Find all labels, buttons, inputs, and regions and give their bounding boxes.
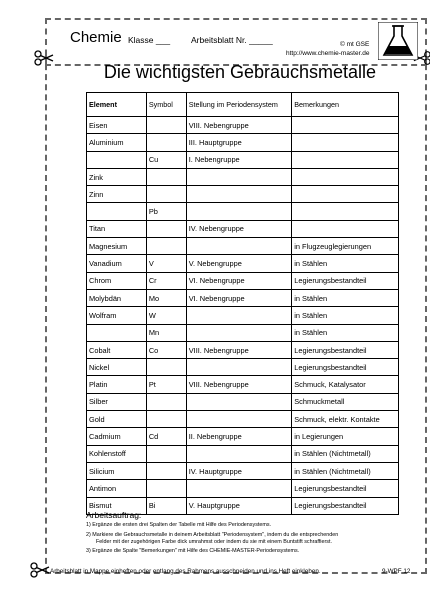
cell-element: Gold — [87, 411, 147, 428]
cell-position — [186, 445, 292, 462]
cell-remarks: in Stählen (Nichtmetall) — [292, 462, 399, 479]
cell-remarks: in Stählen (Nichtmetall) — [292, 445, 399, 462]
tasks-heading: Arbeitsauftrag: — [86, 510, 142, 520]
cell-remarks — [292, 186, 399, 203]
brand-title: Chemie — [70, 29, 122, 46]
cell-position: VIII. Nebengruppe — [186, 341, 292, 358]
cell-symbol — [146, 462, 186, 479]
footer-code: 9-WPF 12 — [382, 568, 411, 575]
table-row — [87, 289, 399, 306]
cell-element: Chrom — [87, 272, 147, 289]
table-row — [87, 255, 399, 272]
cell-position: VIII. Nebengruppe — [186, 376, 292, 393]
cell-element: Bismut — [87, 497, 147, 514]
cell-symbol — [146, 480, 186, 497]
table-row — [87, 151, 399, 168]
cell-element: Platin — [87, 376, 147, 393]
cell-position: III. Hauptgruppe — [186, 134, 292, 151]
footer-instruction: Arbeitsblatt in Mappe einheften oder entlang des Rahmens ausschneiden und ins Heft einkleben. — [50, 568, 321, 575]
cell-position — [186, 393, 292, 410]
table-row — [87, 168, 399, 185]
cell-remarks — [292, 151, 399, 168]
cell-remarks — [292, 117, 399, 134]
cell-position: IV. Nebengruppe — [186, 220, 292, 237]
cell-symbol: Bi — [146, 497, 186, 514]
cell-remarks: Legierungsbestandteil — [292, 480, 399, 497]
cell-symbol — [146, 393, 186, 410]
table-row — [87, 480, 399, 497]
class-label: Klasse ___ — [128, 35, 171, 45]
cell-remarks: Schmuckmetall — [292, 393, 399, 410]
task-item: 3) Ergänze die Spalte "Bemerkungen" mit Hilfe des CHEMIE-MASTER-Periodensystems. — [86, 548, 300, 554]
cell-symbol: W — [146, 307, 186, 324]
cell-position: VI. Nebengruppe — [186, 289, 292, 306]
cell-element: Magnesium — [87, 238, 147, 255]
cell-element: Kohlenstoff — [87, 445, 147, 462]
cell-remarks: Schmuck, Katalysator — [292, 376, 399, 393]
cell-position — [186, 480, 292, 497]
cell-element: Nickel — [87, 359, 147, 376]
scissors-icon — [34, 50, 54, 66]
scissors-icon — [30, 562, 50, 578]
table-row — [87, 324, 399, 341]
cell-position: V. Nebengruppe — [186, 255, 292, 272]
cell-remarks — [292, 134, 399, 151]
cell-element: Wolfram — [87, 307, 147, 324]
page-title: Die wichtigsten Gebrauchsmetalle — [103, 62, 377, 82]
cell-remarks — [292, 168, 399, 185]
table-row — [87, 186, 399, 203]
table-row — [87, 220, 399, 237]
cell-position: V. Hauptgruppe — [186, 497, 292, 514]
cell-position — [186, 324, 292, 341]
cell-remarks: Schmuck, elektr. Kontakte — [292, 411, 399, 428]
cell-symbol — [146, 359, 186, 376]
url-label: http://www.chemie-master.de — [286, 50, 370, 57]
cell-remarks: Legierungsbestandteil — [292, 341, 399, 358]
cell-remarks: in Stählen — [292, 289, 399, 306]
table-row — [87, 462, 399, 479]
cell-remarks: Legierungsbestandteil — [292, 359, 399, 376]
table-row — [87, 238, 399, 255]
cell-symbol: Co — [146, 341, 186, 358]
cell-position — [186, 307, 292, 324]
cell-remarks: in Stählen — [292, 255, 399, 272]
cell-symbol — [146, 134, 186, 151]
table-row — [87, 272, 399, 289]
task-item: 1) Ergänze die ersten drei Spalten der Tabelle mit Hilfe des Periodensystems. — [86, 522, 272, 528]
cell-symbol — [146, 238, 186, 255]
cell-symbol — [146, 168, 186, 185]
cell-remarks: Legierungsbestandteil — [292, 497, 399, 514]
cell-remarks: in Legierungen — [292, 428, 399, 445]
table-row — [87, 428, 399, 445]
cell-position — [186, 238, 292, 255]
cell-symbol: Mo — [146, 289, 186, 306]
cell-element: Titan — [87, 220, 147, 237]
table-row — [87, 117, 399, 134]
cell-element: Eisen — [87, 117, 147, 134]
task-item: 2) Markiere die Gebrauchsmetalle in deinem Arbeitsblatt "Periodensystem", indem du die entsprechenden — [86, 532, 339, 538]
cell-symbol: Cr — [146, 272, 186, 289]
table-row — [87, 134, 399, 151]
cell-element: Cadmium — [87, 428, 147, 445]
cell-remarks: in Stählen — [292, 324, 399, 341]
cell-position — [186, 411, 292, 428]
table-body — [87, 117, 399, 515]
cell-remarks — [292, 220, 399, 237]
column-header-element: Element — [87, 93, 147, 117]
table-row — [87, 359, 399, 376]
cell-position: I. Nebengruppe — [186, 151, 292, 168]
cell-position — [186, 168, 292, 185]
cell-remarks: Legierungsbestandteil — [292, 272, 399, 289]
cell-remarks — [292, 203, 399, 220]
cell-symbol: Pt — [146, 376, 186, 393]
column-header-remarks: Bemerkungen — [292, 93, 399, 117]
table-header-row — [87, 93, 399, 117]
cell-symbol: V — [146, 255, 186, 272]
cell-element: Silber — [87, 393, 147, 410]
cell-symbol: Mn — [146, 324, 186, 341]
cell-element: Zink — [87, 168, 147, 185]
column-header-symbol: Symbol — [146, 93, 186, 117]
cell-symbol — [146, 117, 186, 134]
cell-position: II. Nebengruppe — [186, 428, 292, 445]
task-item: Felder mit der zugehörigen Farbe dick umrahmst oder indem du sie mit einem Buntstift schraffierst. — [96, 539, 332, 545]
cell-position — [186, 203, 292, 220]
cell-symbol — [146, 445, 186, 462]
cell-symbol: Cu — [146, 151, 186, 168]
table-row — [87, 341, 399, 358]
cell-element — [87, 151, 147, 168]
cell-remarks: in Flugzeuglegierungen — [292, 238, 399, 255]
cell-symbol: Pb — [146, 203, 186, 220]
cell-remarks: in Stählen — [292, 307, 399, 324]
cell-position: VI. Nebengruppe — [186, 272, 292, 289]
table-row — [87, 307, 399, 324]
cell-element: Cobalt — [87, 341, 147, 358]
cell-element — [87, 203, 147, 220]
cell-position: IV. Hauptgruppe — [186, 462, 292, 479]
table-row — [87, 411, 399, 428]
table-row — [87, 203, 399, 220]
cell-position: VIII. Nebengruppe — [186, 117, 292, 134]
sheet-number-label: Arbeitsblatt Nr. _____ — [191, 35, 273, 45]
cell-symbol — [146, 220, 186, 237]
cell-element: Silicium — [87, 462, 147, 479]
cell-element: Aluminium — [87, 134, 147, 151]
cell-position — [186, 359, 292, 376]
copyright-label: © mt GSE — [340, 41, 370, 48]
flask-logo-icon — [378, 22, 418, 60]
cell-element: Molybdän — [87, 289, 147, 306]
cell-symbol: Cd — [146, 428, 186, 445]
cell-element: Vanadium — [87, 255, 147, 272]
table-row — [87, 376, 399, 393]
column-header-position: Stellung im Periodensystem — [186, 93, 292, 117]
cell-symbol — [146, 186, 186, 203]
cell-element: Antimon — [87, 480, 147, 497]
table-row — [87, 393, 399, 410]
table-row — [87, 445, 399, 462]
metals-table — [86, 92, 399, 515]
cell-symbol — [146, 411, 186, 428]
cell-element — [87, 324, 147, 341]
cell-position — [186, 186, 292, 203]
cell-element: Zinn — [87, 186, 147, 203]
